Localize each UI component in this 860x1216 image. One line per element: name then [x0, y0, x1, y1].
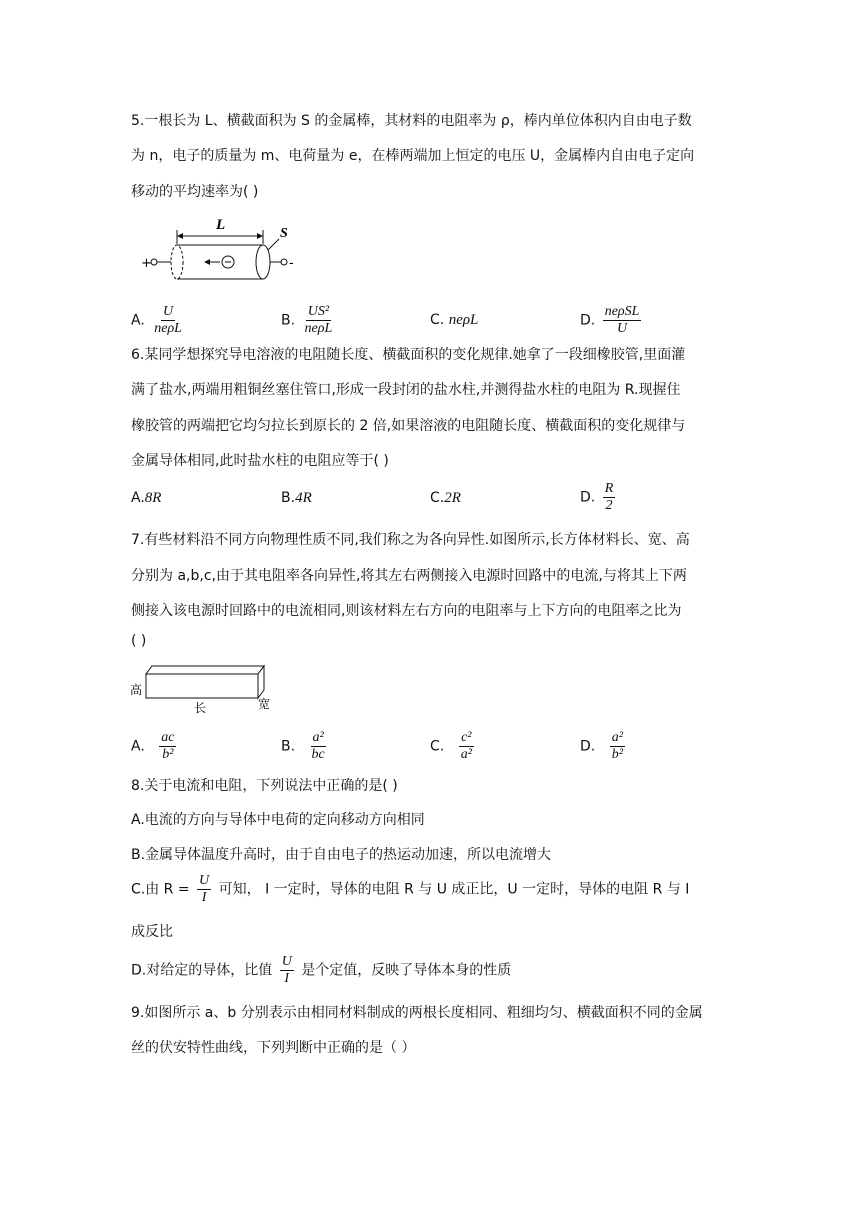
q5-option-c[interactable]: C. neρL: [430, 312, 479, 328]
q6-line-3: 橡胶管的两端把它均匀拉长到原长的 2 倍,如果溶液的电阻随长度、横截面积的变化规律与: [131, 418, 686, 434]
q7-line-3: 侧接入该电源时回路中的电流相同,则该材料左右方向的电阻率与上下方向的电阻率之比为: [131, 603, 682, 619]
q6-line-2: 满了盐水,两端用粗铜丝塞住管口,形成一段封闭的盐水柱,并测得盐水柱的电阻为 R.现握住: [131, 382, 681, 398]
q9-line-2: 丝的伏安特性曲线，下列判断中正确的是（ ）: [131, 1040, 416, 1056]
q6-option-a[interactable]: A.8R: [131, 490, 162, 506]
q6-option-c[interactable]: C.2R: [430, 490, 461, 506]
q7-option-c[interactable]: C. $\frac{\text{c²}}{\text{a²}}$: [430, 730, 472, 762]
q5-line-2: 为 n，电子的质量为 m、电荷量为 e，在棒两端加上恒定的电压 U，金属棒内自由电子定向: [131, 148, 695, 164]
q7-cuboid-figure: [128, 660, 278, 716]
q5-option-b[interactable]: B. $\frac{\text{US²}}{\text{neρL}}$: [281, 304, 333, 336]
label-L: L: [216, 217, 226, 233]
q8-option-d[interactable]: D.对给定的导体，比值 $\frac{U}{I}$ 是个定值，反映了导体本身的性质: [131, 954, 512, 986]
q8-option-a[interactable]: A.电流的方向与导体中电荷的定向移动方向相同: [131, 812, 425, 828]
q8-stem: 8.关于电流和电阻，下列说法中正确的是( ): [131, 778, 398, 794]
q7-option-b[interactable]: B. $\frac{\text{a²}}{bc}$: [281, 730, 325, 762]
q8-option-c-line-2: 成反比: [131, 924, 173, 940]
q9-line-1: 9.如图所示 a、b 分别表示由相同材料制成的两根长度相同、粗细均匀、横截面积不同的金属: [131, 1005, 703, 1021]
q5-option-d[interactable]: D. $\frac{\text{neρSL}}{U}$: [580, 304, 640, 336]
q6-line-1: 6.某同学想探究导电溶液的电阻随长度、横截面积的变化规律.她拿了一段细橡胶管,里面灌: [131, 347, 686, 363]
q7-option-a[interactable]: A. $\frac{ac}{\text{b²}}$: [131, 730, 175, 762]
q5-line-1: 5.一根长为 L、横截面积为 S 的金属棒，其材料的电阻率为 ρ，棒内单位体积内自由电子数: [131, 113, 692, 129]
q7-line-4: ( ): [131, 633, 147, 649]
q5-option-a[interactable]: A. $\frac{U}{\text{neρL}}$: [131, 304, 182, 336]
q8-option-c[interactable]: C.由 R = $\frac{U}{I}$ 可知， I 一定时，导体的电阻 R 与 U 成正比，U 一定时，导体的电阻 R 与 I: [131, 873, 690, 905]
q6-option-d[interactable]: D. $\frac{R}{2}$: [580, 481, 614, 513]
q7-line-1: 7.有些材料沿不同方向物理性质不同,我们称之为各向异性.如图所示,长方体材料长、宽、高: [131, 532, 690, 548]
minus-sign: -: [289, 256, 294, 271]
label-width: 宽: [258, 697, 271, 711]
q6-option-b[interactable]: B.4R: [281, 490, 312, 506]
q6-line-4: 金属导体相同,此时盐水柱的电阻应等于( ): [131, 453, 389, 469]
label-length: 长: [194, 701, 207, 715]
q7-line-2: 分别为 a,b,c,由于其电阻率各向异性,将其左右两侧接入电源时回路中的电流,与将其上下两: [131, 568, 687, 584]
plus-sign: +: [141, 256, 152, 271]
label-S: S: [280, 226, 288, 241]
q8-option-b[interactable]: B.金属导体温度升高时，由于自由电子的热运动加速，所以电流增大: [131, 847, 552, 863]
q5-conductor-figure: [140, 212, 300, 284]
label-height: 高: [130, 683, 143, 697]
q7-option-d[interactable]: D. $\frac{\text{a²}}{\text{b²}}$: [580, 730, 623, 762]
q5-line-3: 移动的平均速率为( ): [131, 184, 259, 200]
